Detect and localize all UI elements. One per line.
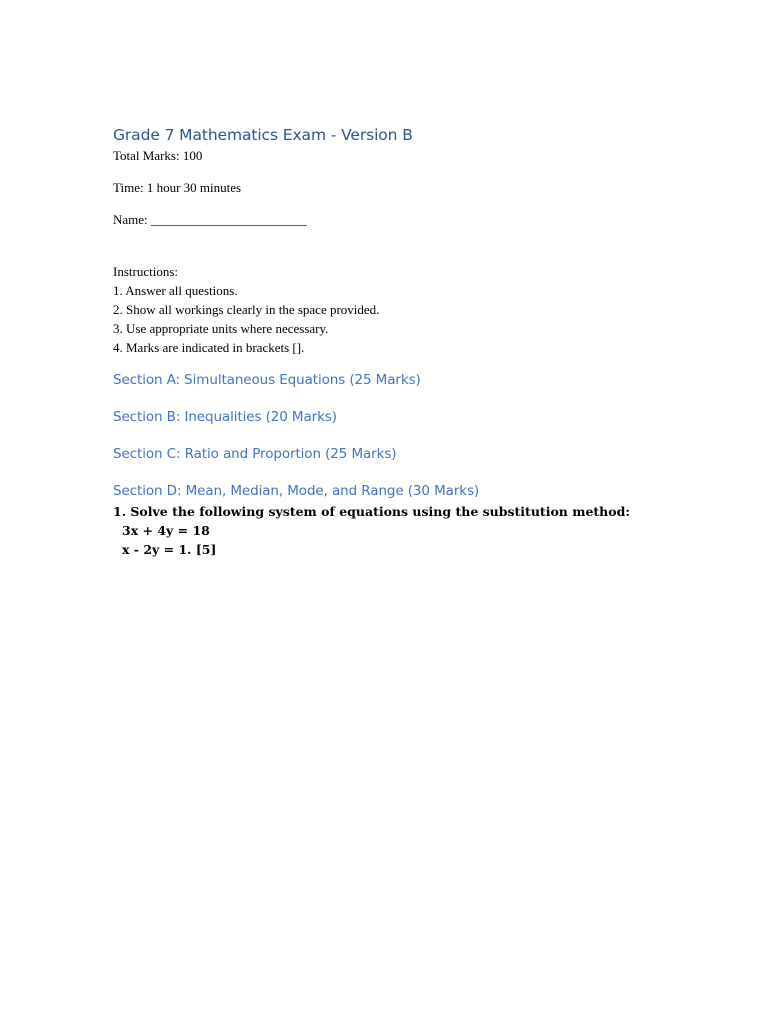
total-marks: Total Marks: 100 — [113, 148, 203, 163]
question-1 — [113, 502, 673, 559]
section-b-heading: Section B: Inequalities (20 Marks) — [113, 409, 337, 425]
instructions-heading: Instructions: — [113, 264, 178, 279]
instruction-item: 4. Marks are indicated in brackets []. — [113, 340, 305, 355]
section-c-heading: Section C: Ratio and Proportion (25 Marks) — [113, 446, 397, 462]
instruction-item: 3. Use appropriate units where necessary. — [113, 321, 329, 336]
question-1-prompt: 1. Solve the following system of equations using the substitution method: — [113, 504, 630, 519]
section-a-heading: Section A: Simultaneous Equations (25 Marks) — [113, 372, 421, 388]
section-d-heading: Section D: Mean, Median, Mode, and Range (30 Marks) — [113, 483, 480, 499]
exam-time: Time: 1 hour 30 minutes — [113, 180, 242, 195]
instructions-block — [113, 262, 673, 357]
question-1-equation-1: 3x + 4y = 18 — [122, 523, 210, 538]
question-1-equation-2: x - 2y = 1. [5] — [122, 542, 217, 557]
instruction-item: 1. Answer all questions. — [113, 283, 238, 298]
name-field: Name: ________________________ — [113, 212, 307, 227]
instruction-item: 2. Show all workings clearly in the space provided. — [113, 302, 380, 317]
document-title: Grade 7 Mathematics Exam - Version B — [113, 126, 413, 144]
exam-document — [113, 124, 673, 559]
